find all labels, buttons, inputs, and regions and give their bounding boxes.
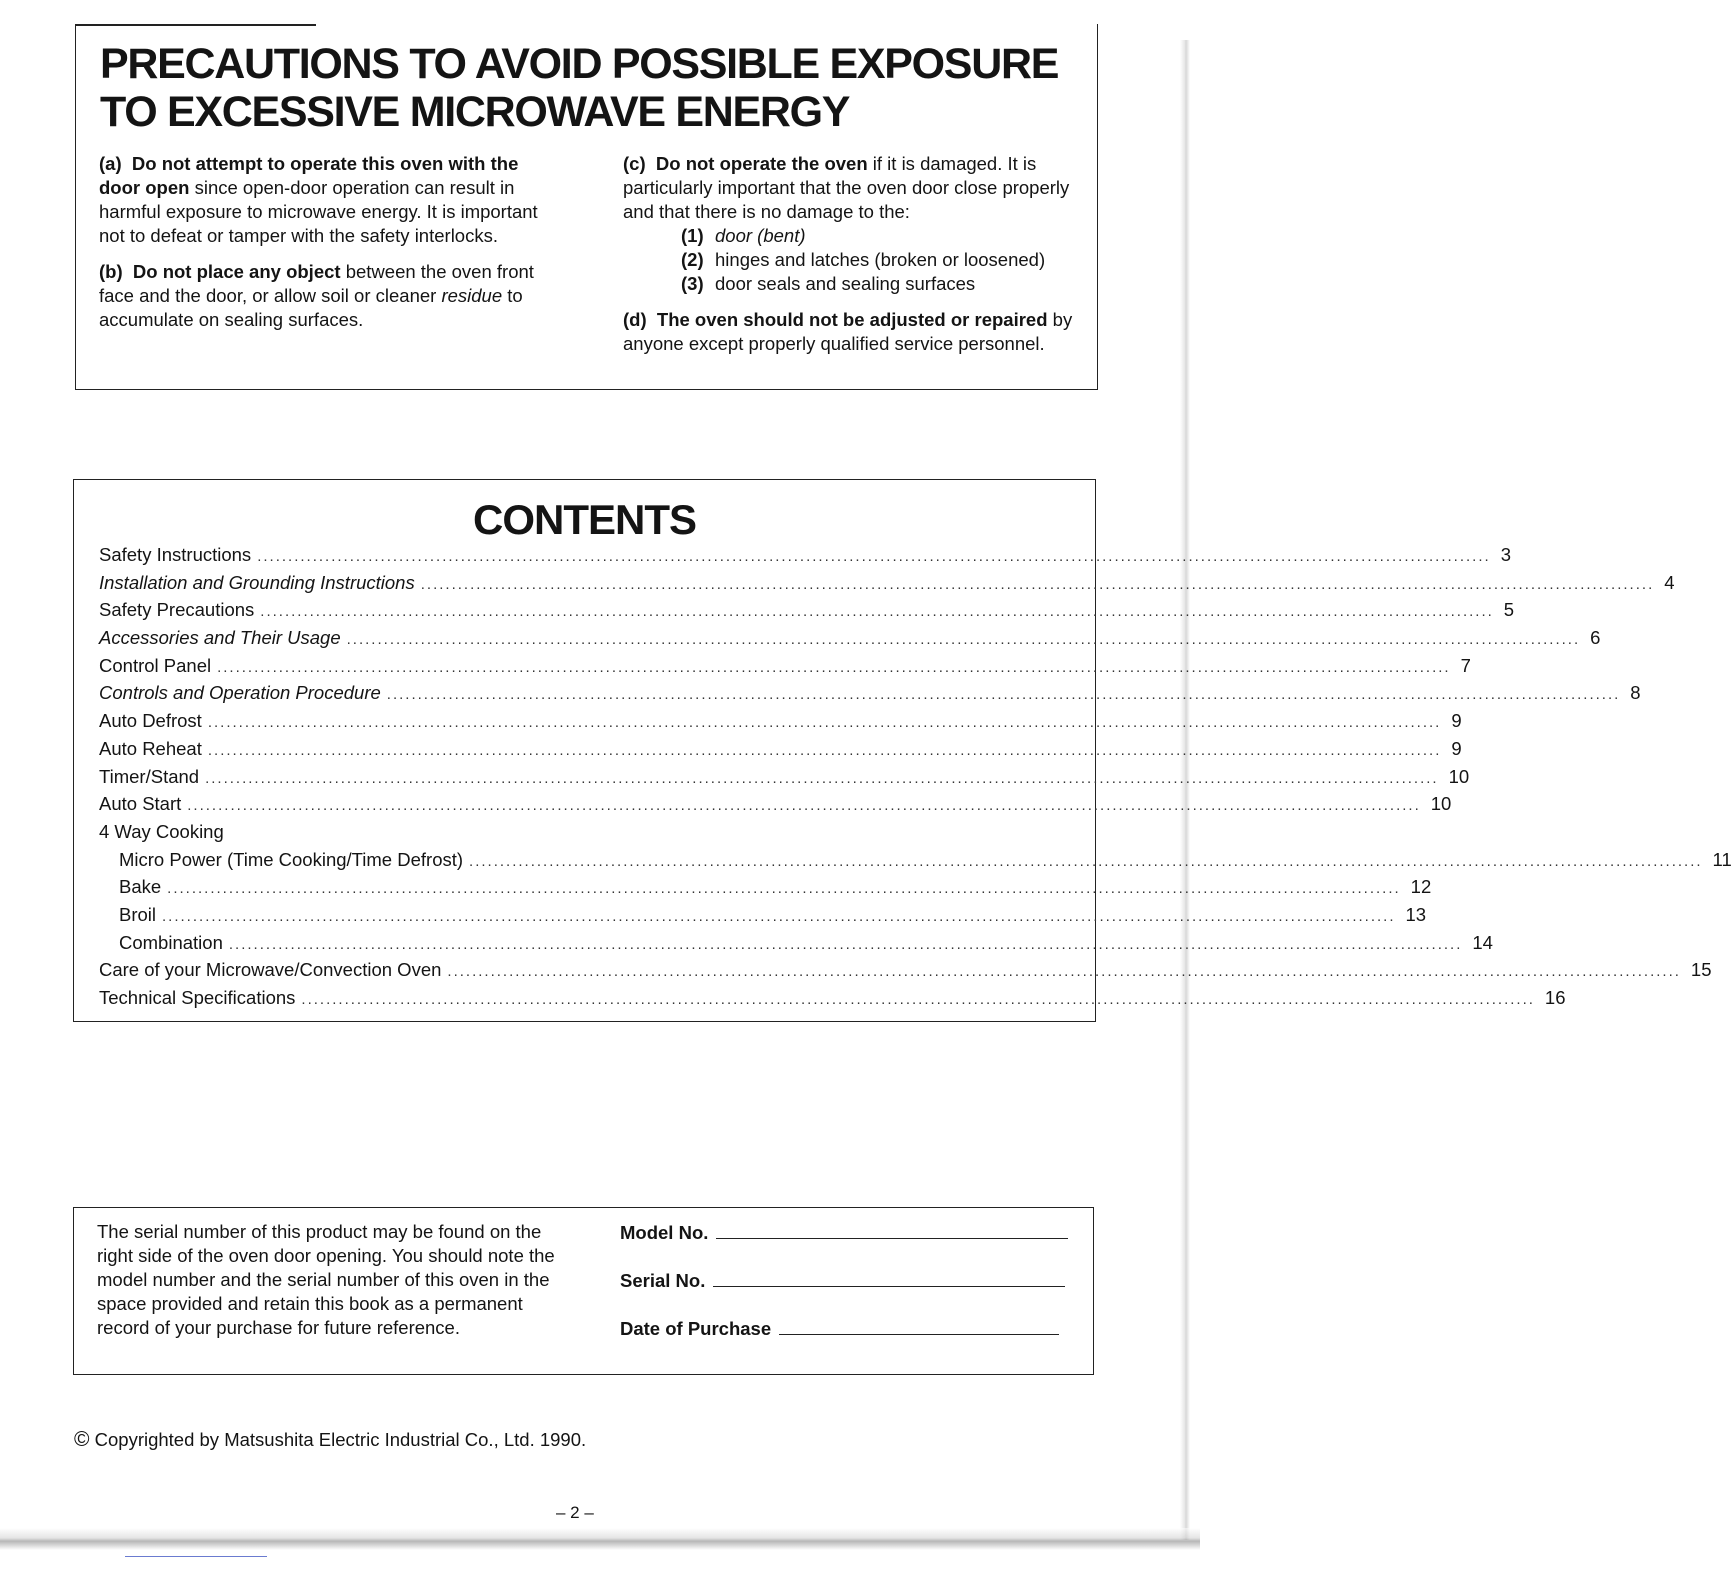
damage-item-text: door (bent) — [715, 225, 806, 246]
copyright-text: Copyrighted by Matsushita Electric Industrial Co., Ltd. 1990. — [94, 1429, 587, 1450]
toc-entry-page: 3 — [1500, 544, 1511, 565]
toc-dot-leader: ........................................................................................................................................................................................................ — [207, 714, 1442, 732]
toc-dot-leader: ........................................................................................................................................................................................................ — [420, 575, 1655, 593]
toc-entry-page: 10 — [1430, 793, 1452, 815]
precaution-b-italic: residue — [441, 285, 503, 306]
copyright-symbol: © — [74, 1428, 90, 1451]
toc-dot-leader: ........................................................................................................................................................................................................ — [301, 991, 1535, 1008]
precaution-c-text: if it is damaged. It is particularly important that the oven door close properly and that there is no damage to the: — [623, 153, 1070, 222]
toc-entry-page: 6 — [1590, 627, 1601, 649]
toc-entry — [99, 846, 1732, 874]
toc-entry-title: Technical Specifications — [99, 987, 296, 1008]
toc-entry — [99, 763, 1470, 791]
precaution-d — [623, 308, 1083, 356]
precaution-c — [623, 152, 1083, 224]
toc-entry-page: 11 — [1712, 848, 1732, 870]
precautions-right-column — [623, 152, 1083, 368]
toc-entry-page: 4 — [1664, 571, 1675, 593]
precautions-top-rule — [76, 24, 316, 26]
toc-entry-page: 5 — [1503, 599, 1515, 621]
precaution-b-text2: to accumulate on sealing surfaces. — [99, 285, 523, 330]
damage-item-text: door seals and sealing surfaces — [715, 273, 976, 294]
precaution-a-bold: Do not attempt to operate this oven with the door open — [99, 153, 519, 198]
toc-entry — [99, 956, 1712, 984]
toc-entry-page: 14 — [1472, 931, 1493, 953]
toc-entry-title: Auto Start — [99, 793, 182, 815]
precaution-b — [99, 260, 559, 332]
precaution-a-text: since open-door operation can result in harmful exposure to microwave energy. It is important not to defeat or tamper with the safety interlocks. — [99, 177, 538, 246]
serial-number-field — [620, 1268, 1065, 1293]
toc-section-heading — [99, 818, 1071, 846]
toc-entry — [99, 624, 1601, 652]
toc-entry-title: Broil — [119, 903, 157, 925]
toc-entry-title: Installation and Grounding Instructions — [99, 571, 415, 593]
toc-entry-title: Micro Power (Time Cooking/Time Defrost) — [119, 848, 464, 870]
serial-number-blank-line — [713, 1268, 1065, 1287]
toc-entry-page: 12 — [1410, 876, 1432, 898]
model-number-blank-line — [716, 1220, 1068, 1239]
precaution-b-text1: between the oven front face and the door, or allow soil or cleaner — [99, 261, 534, 306]
toc-entry-title: Accessories and Their Usage — [99, 627, 341, 649]
toc-entry — [99, 541, 1511, 569]
toc-entry — [99, 873, 1432, 901]
toc-entry-page: 9 — [1451, 710, 1462, 732]
toc-entry-title: Safety Precautions — [99, 599, 255, 621]
toc-entry — [99, 652, 1471, 680]
damage-list — [623, 224, 1083, 296]
toc-dot-leader: ........................................................................................................................................................................................................ — [162, 907, 1396, 925]
toc-entry-title: Auto Reheat — [99, 737, 202, 759]
toc-dot-leader: ........................................................................................................................................................................................................ — [260, 603, 1494, 621]
serial-number-note: The serial number of this product may be found on the right side of the oven door opening. You should note the model number and the serial number of this oven in the space provided and retain this book as a permanent record of your purchase for future reference. — [97, 1221, 555, 1338]
toc-entry-title: Auto Defrost — [99, 710, 202, 732]
toc-dot-leader: ........................................................................................................................................................................................................ — [167, 880, 1401, 898]
table-of-contents — [99, 541, 1732, 1012]
toc-entry — [99, 707, 1462, 735]
toc-entry — [99, 569, 1675, 597]
toc-entry-page: 9 — [1451, 737, 1462, 759]
toc-dot-leader: ........................................................................................................................................................................................................ — [205, 769, 1439, 787]
toc-dot-leader: ........................................................................................................................................................................................................ — [207, 741, 1442, 759]
precautions-title-line1: PRECAUTIONS TO AVOID POSSIBLE EXPOSURE — [100, 40, 1059, 88]
toc-dot-leader: ........................................................................................................................................................................................................ — [447, 963, 1681, 981]
page-number: – 2 – — [556, 1503, 594, 1522]
toc-entry — [99, 984, 1566, 1012]
precaution-b-bold: Do not place any object — [132, 261, 341, 282]
toc-entry-title: Bake — [119, 876, 162, 898]
toc-entry — [99, 596, 1515, 624]
toc-entry — [99, 901, 1427, 929]
toc-entry-title: Control Panel — [99, 654, 212, 676]
precautions-left-column — [99, 152, 559, 344]
damage-item-number: (3) — [681, 273, 704, 294]
date-of-purchase-field — [620, 1316, 1059, 1341]
toc-dot-leader: ........................................................................................................................................................................................................ — [217, 658, 1451, 676]
precaution-d-bold: The oven should not be adjusted or repaired — [656, 309, 1048, 330]
serial-number-box — [73, 1207, 1094, 1375]
toc-entry-page: 10 — [1448, 765, 1470, 787]
damage-list-item — [623, 248, 1083, 272]
toc-entry-title: 4 Way Cooking — [99, 820, 224, 842]
model-number-label: Model No. — [620, 1222, 709, 1243]
toc-entry — [99, 679, 1641, 707]
toc-dot-leader: ........................................................................................................................................................................................................ — [187, 797, 1421, 815]
precautions-title-line2: TO EXCESSIVE MICROWAVE ENERGY — [100, 88, 850, 136]
precaution-a — [99, 152, 559, 248]
toc-entry-title: Care of your Microwave/Convection Oven — [99, 959, 442, 981]
toc-entry-page: 8 — [1630, 682, 1641, 704]
toc-entry — [99, 790, 1452, 818]
contents-title: CONTENTS — [473, 496, 696, 543]
toc-entry-page: 13 — [1405, 903, 1427, 925]
damage-item-number: (1) — [681, 225, 704, 246]
toc-dot-leader: ........................................................................................................................................................................................................ — [469, 852, 1703, 870]
toc-entry-page: 15 — [1690, 959, 1712, 981]
damage-list-item — [623, 272, 1083, 296]
damage-item-number: (2) — [681, 249, 704, 270]
precaution-d-label: (d) — [623, 309, 647, 330]
precaution-d-text: by anyone except properly qualified service personnel. — [623, 309, 1073, 354]
precaution-c-bold: Do not operate the oven — [655, 153, 868, 174]
model-number-field — [620, 1220, 1068, 1245]
toc-dot-leader: ........................................................................................................................................................................................................ — [228, 935, 1463, 953]
precaution-c-label: (c) — [623, 153, 646, 174]
toc-dot-leader: ........................................................................................................................................................................................................ — [386, 686, 1621, 704]
toc-entry-page: 16 — [1544, 987, 1566, 1008]
page-edge-shadow-bottom — [0, 1528, 1200, 1550]
toc-dot-leader: ........................................................................................................................................................................................................ — [346, 631, 1581, 649]
toc-entry-title: Combination — [119, 931, 223, 953]
damage-item-text: hinges and latches (broken or loosened) — [715, 249, 1046, 270]
toc-entry-title: Timer/Stand — [99, 765, 200, 787]
toc-entry-page: 7 — [1460, 654, 1471, 676]
date-of-purchase-blank-line — [779, 1316, 1059, 1335]
contents-box — [73, 479, 1732, 1022]
toc-entry — [99, 735, 1462, 763]
toc-entry — [99, 929, 1493, 957]
precautions-box — [75, 24, 1098, 390]
precautions-title — [100, 40, 1090, 136]
precaution-b-label: (b) — [99, 261, 123, 282]
date-of-purchase-label: Date of Purchase — [620, 1318, 772, 1339]
damage-list-item — [623, 224, 1083, 248]
precaution-a-label: (a) — [99, 153, 122, 174]
toc-entry-title: Safety Instructions — [99, 544, 252, 565]
toc-dot-leader: ........................................................................................................................................................................................................ — [257, 548, 1491, 565]
copyright-notice — [74, 1428, 586, 1452]
scan-artifact-line — [125, 1556, 267, 1557]
serial-number-label: Serial No. — [620, 1270, 706, 1291]
toc-entry-title: Controls and Operation Procedure — [99, 682, 381, 704]
